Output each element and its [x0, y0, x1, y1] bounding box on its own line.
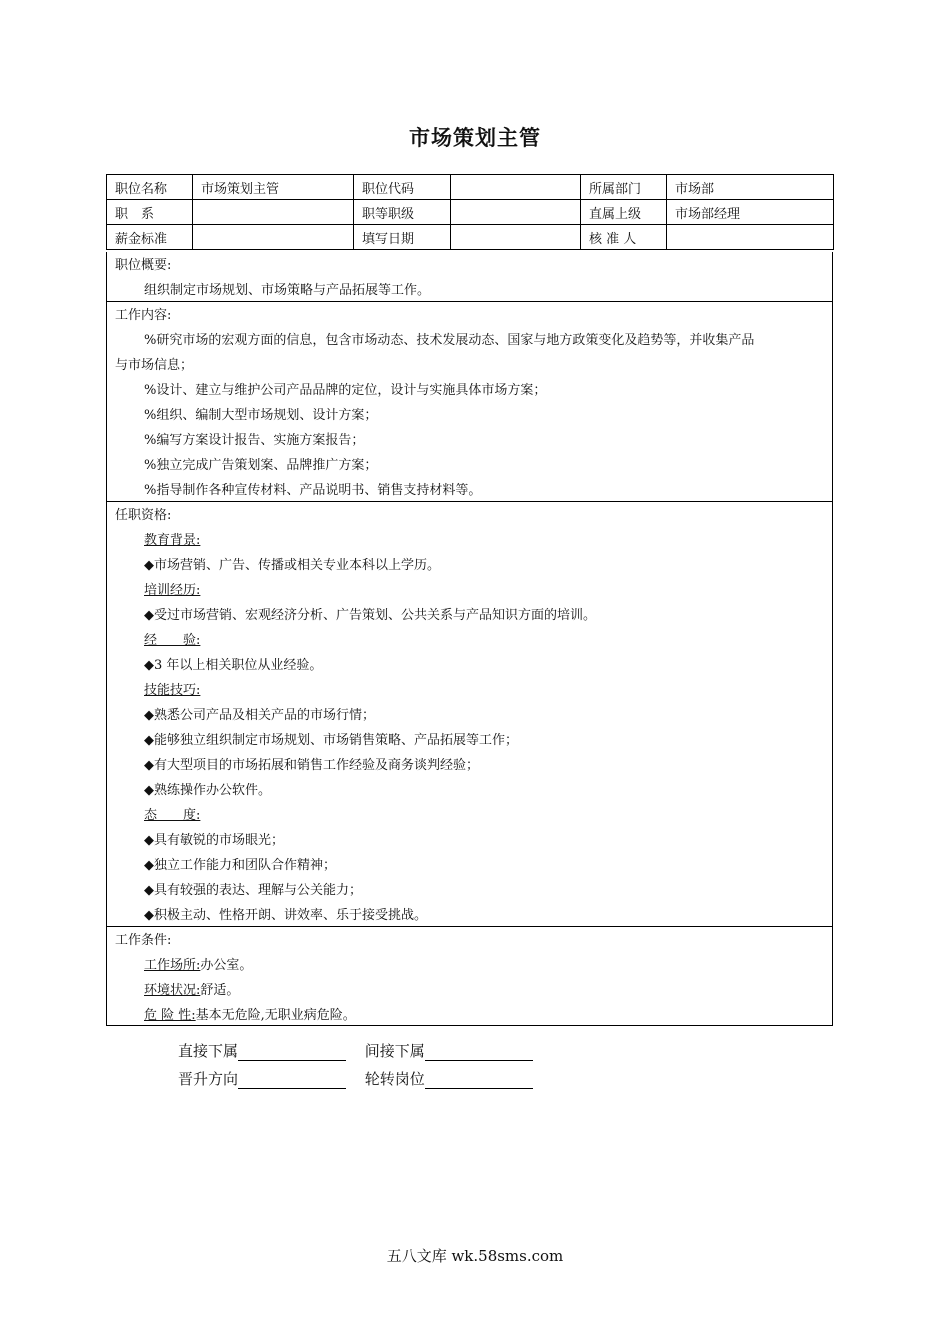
list-item: %编写方案设计报告、实施方案报告； [144, 433, 365, 448]
indirect-subordinate-label: 间接下属 [364, 1042, 425, 1060]
direct-subordinate-label: 直接下属 [178, 1042, 239, 1060]
label-position-code: 职位代码 [354, 175, 451, 200]
table-row [107, 175, 834, 200]
environment-value: 舒适。 [200, 983, 240, 998]
workplace-value: 办公室。 [200, 958, 253, 973]
label-department: 所属部门 [581, 175, 667, 200]
attitude-label: 态 度: [144, 808, 201, 823]
workplace-label: 工作场所: [144, 958, 201, 973]
environment-label: 环境状况: [144, 983, 201, 998]
list-item: %研究市场的宏观方面的信息，包含市场动态、技术发展动态、国家与地方政策变化及趋势等，并收集产品 [144, 333, 755, 348]
label-grade: 职等职级 [354, 200, 451, 225]
list-item: 与市场信息； [115, 358, 194, 373]
label-salary: 薪金标准 [107, 225, 193, 250]
section-heading: 职位概要: [115, 258, 172, 273]
value-approver [667, 225, 834, 250]
value-grade [451, 200, 581, 225]
list-item: ◆具有敏锐的市场眼光； [144, 833, 284, 848]
value-position-name: 市场策划主管 [193, 175, 354, 200]
value-fill-date [451, 225, 581, 250]
list-item: ◆能够独立组织制定市场规划、市场销售策略、产品拓展等工作； [144, 733, 518, 748]
list-item: ◆具有较强的表达、理解与公关能力； [144, 883, 362, 898]
rotation-label: 轮转岗位 [364, 1070, 425, 1088]
work-content-section [106, 302, 833, 502]
list-item: %组织、编制大型市场规划、设计方案； [144, 408, 378, 423]
label-approver: 核 准 人 [581, 225, 667, 250]
experience-label: 经 验: [144, 633, 201, 648]
rotation-blank [425, 1073, 533, 1089]
section-heading: 工作条件: [115, 933, 172, 948]
list-item: ◆受过市场营销、宏观经济分析、广告策划、公共关系与产品知识方面的培训。 [144, 608, 596, 623]
value-department: 市场部 [667, 175, 834, 200]
risk-value: 基本无危险,无职业病危险。 [195, 1008, 356, 1023]
label-job-family: 职 系 [107, 200, 193, 225]
table-row [107, 200, 834, 225]
value-job-family [193, 200, 354, 225]
list-item: %指导制作各种宣传材料、产品说明书、销售支持材料等。 [144, 483, 482, 498]
education-label: 教育背景: [144, 533, 201, 548]
value-supervisor: 市场部经理 [667, 200, 834, 225]
list-item: ◆熟悉公司产品及相关产品的市场行情； [144, 708, 375, 723]
footer-row-career [178, 1068, 547, 1089]
summary-section [106, 252, 833, 302]
list-item: ◆独立工作能力和团队合作精神； [144, 858, 336, 873]
watermark-text: 五八文库 wk.58sms.com [386, 1247, 564, 1265]
summary-text: 组织制定市场规划、市场策略与产品拓展等工作。 [144, 283, 431, 298]
work-conditions-section [106, 927, 833, 1026]
skills-label: 技能技巧: [144, 683, 201, 698]
list-item: ◆积极主动、性格开朗、讲效率、乐于接受挑战。 [144, 908, 427, 923]
qualification-section [106, 502, 833, 927]
list-item: ◆有大型项目的市场拓展和销售工作经验及商务谈判经验； [144, 758, 479, 773]
list-item: ◆3 年以上相关职位从业经验。 [144, 658, 323, 673]
section-heading: 工作内容: [115, 308, 172, 323]
risk-label: 危 险 性: [144, 1008, 196, 1023]
table-row [107, 225, 834, 250]
promotion-label: 晋升方向 [178, 1070, 239, 1088]
label-fill-date: 填写日期 [354, 225, 451, 250]
label-position-name: 职位名称 [107, 175, 193, 200]
list-item: ◆市场营销、广告、传播或相关专业本科以上学历。 [144, 558, 440, 573]
value-salary [193, 225, 354, 250]
list-item: %独立完成广告策划案、品牌推广方案； [144, 458, 378, 473]
training-label: 培训经历: [144, 583, 201, 598]
value-position-code [451, 175, 581, 200]
promotion-blank [238, 1073, 346, 1089]
label-supervisor: 直属上级 [581, 200, 667, 225]
direct-subordinate-blank [238, 1045, 346, 1061]
list-item: ◆熟练操作办公软件。 [144, 783, 271, 798]
list-item: %设计、建立与维护公司产品品牌的定位，设计与实施具体市场方案； [144, 383, 547, 398]
indirect-subordinate-blank [425, 1045, 533, 1061]
section-heading: 任职资格: [115, 508, 172, 523]
position-info-table [106, 174, 834, 250]
footer-row-subordinates [178, 1040, 547, 1061]
page-title: 市场策划主管 [409, 126, 541, 150]
